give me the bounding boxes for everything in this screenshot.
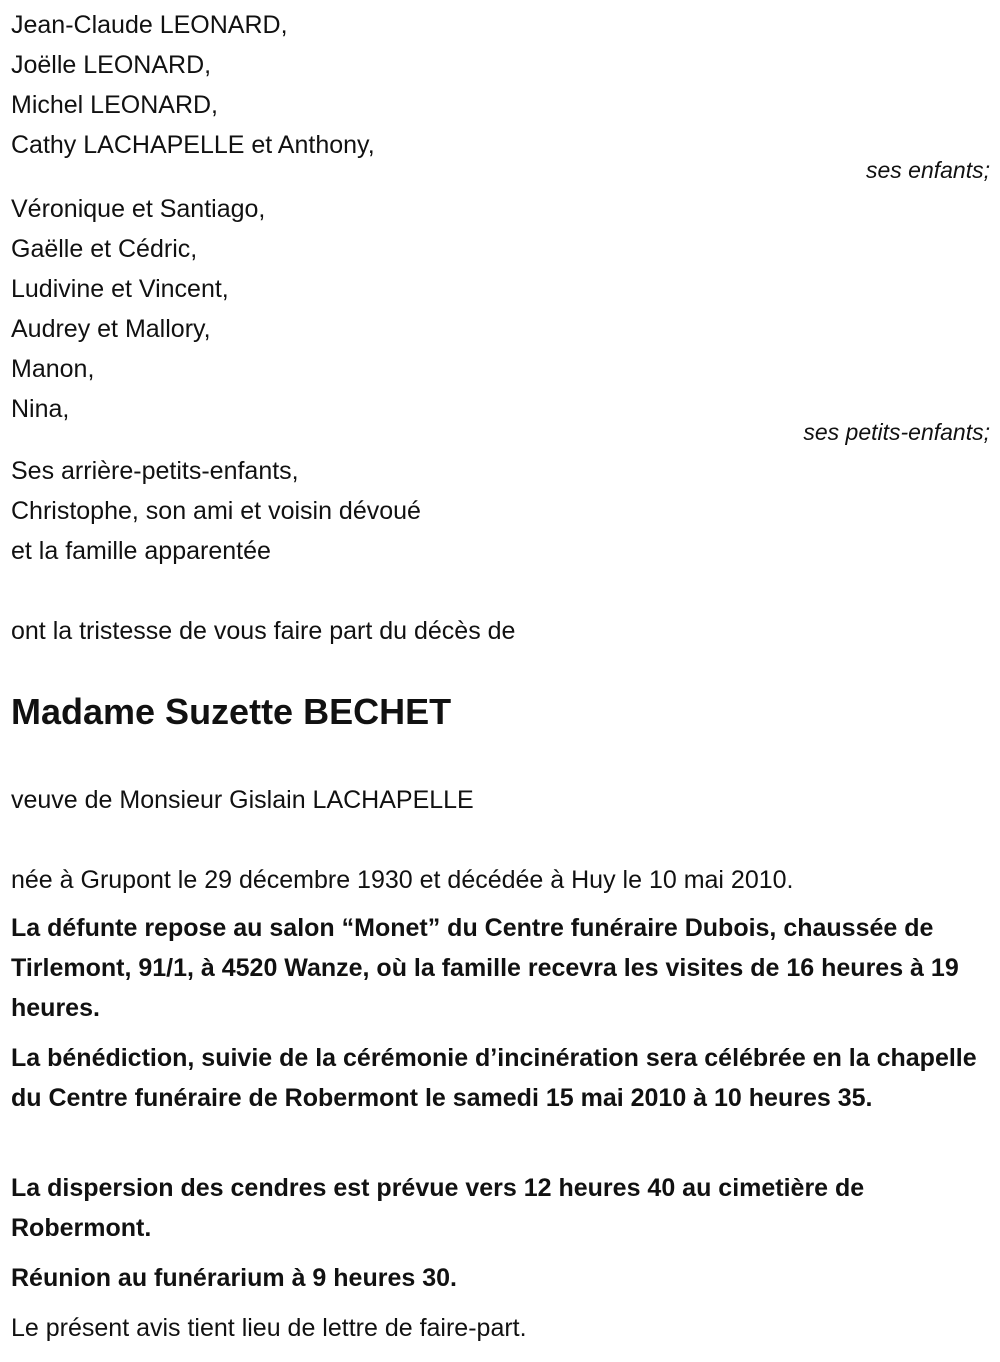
relative-line: et la famille apparentée <box>11 537 271 565</box>
other-relatives <box>11 451 990 571</box>
birth-death: née à Grupont le 29 décembre 1930 et décédée à Huy le 10 mai 2010. <box>11 866 794 894</box>
meeting-details: Réunion au funérarium à 9 heures 30. <box>11 1264 457 1292</box>
deceased-name: Madame Suzette BECHET <box>11 691 452 732</box>
widow-of: veuve de Monsieur Gislain LACHAPELLE <box>11 786 474 814</box>
child-name: Jean-Claude LEONARD, <box>11 11 288 39</box>
ceremony-details: La bénédiction, suivie de la cérémonie d’incinération sera célébrée en la chapelle du Centre funéraire de Robermont le samedi 15 mai 2010 à 10 heures 35. <box>11 1044 977 1112</box>
ash-dispersion-details: La dispersion des cendres est prévue vers 12 heures 40 au cimetière de Robermont. <box>11 1174 865 1242</box>
grandchild-name: Nina, <box>11 395 70 423</box>
child-name: Joëlle LEONARD, <box>11 51 212 79</box>
grandchild-name: Ludivine et Vincent, <box>11 275 229 303</box>
grandchild-name: Audrey et Mallory, <box>11 315 211 343</box>
child-name: Michel LEONARD, <box>11 91 218 119</box>
grandchild-name: Gaëlle et Cédric, <box>11 235 198 263</box>
grandchild-name: Manon, <box>11 355 95 383</box>
grandchildren-list <box>11 189 990 429</box>
children-list <box>11 5 990 165</box>
grandchild-name: Véronique et Santiago, <box>11 195 266 223</box>
children-role: ses enfants; <box>865 157 990 183</box>
child-name: Cathy LACHAPELLE et Anthony, <box>11 131 375 159</box>
closing-note: Le présent avis tient lieu de lettre de faire-part. <box>11 1314 527 1342</box>
announcement: ont la tristesse de vous faire part du décès de <box>11 617 516 645</box>
relative-line: Ses arrière-petits-enfants, <box>11 457 299 485</box>
visitation-details: La défunte repose au salon “Monet” du Centre funéraire Dubois, chaussée de Tirlemont, 91/1, à 4520 Wanze, où la famille recevra les visites de 16 heures à 19 heures. <box>11 914 959 1022</box>
relative-line: Christophe, son ami et voisin dévoué <box>11 497 421 525</box>
grandchildren-role: ses petits-enfants; <box>803 419 990 445</box>
